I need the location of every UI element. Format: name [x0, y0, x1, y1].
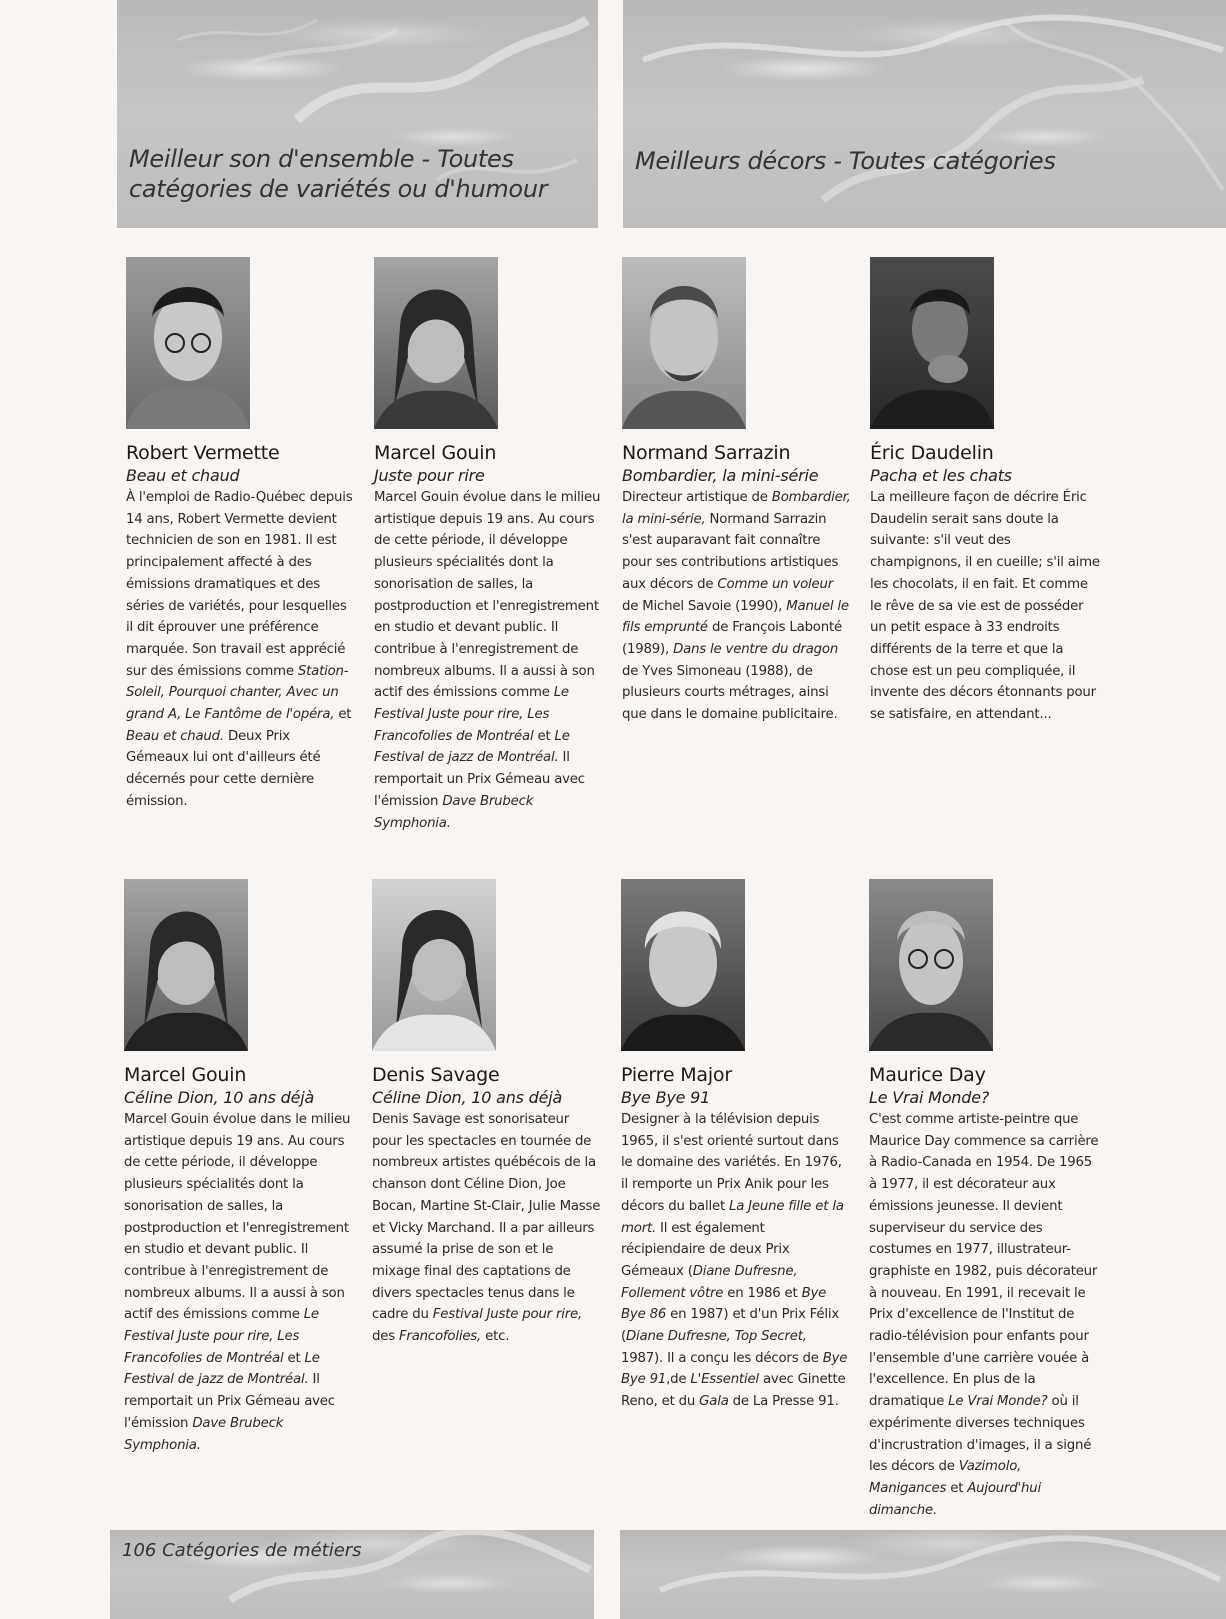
bio-text-run: La meilleure façon de décrire Éric Daudelin serait sans doute la suivante: s'il veut des champignons, il en cueille; s'il aime les chocolats, il en fait. Et comme le rêve de sa vie est de posséder un petit espace à 33 endroits différents de la terre et que la chose est un peu compliquée, il invente des décors étonnants pour se satisfaire, en attendant...	[870, 490, 1100, 723]
bio-text-run: Normand Sarrazin s'est auparavant fait connaître pour ses contributions artistiques aux décors de	[622, 511, 839, 592]
bio-title-run: La Jeune fille et la mort.	[621, 1198, 844, 1236]
nominee-bio	[869, 1109, 1099, 1521]
nominee-show: Beau et chaud	[126, 466, 240, 485]
swirl-decoration	[620, 1530, 1226, 1619]
nominee-name: Pierre Major	[621, 1064, 732, 1086]
bio-text-run: ,de	[666, 1372, 691, 1388]
footer-banner-right	[620, 1530, 1226, 1619]
bio-text-run: Il remportait un Prix Gémeau avec l'émission	[374, 750, 585, 809]
nominee-bio	[126, 487, 356, 813]
bio-title-run: Dave Brubeck Symphonia.	[374, 793, 534, 831]
bio-title-run: Bye Bye 91	[621, 1350, 848, 1388]
bio-title-run: Le Festival Juste pour rire, Les Francofolies de Montréal	[374, 685, 569, 744]
bio-text-run: Designer à la télévision depuis 1965, il s'est orienté surtout dans le domaine des variétés. En 1976, il remporte un Prix Anik pour les décors du ballet	[621, 1112, 842, 1214]
nominee-card	[126, 257, 356, 813]
bio-title-run: Diane Dufresne, Follement vôtre	[621, 1263, 798, 1301]
nominee-bio	[372, 1109, 602, 1348]
bio-text-run: À l'emploi de Radio-Québec depuis 14 ans, Robert Vermette devient technicien de son en 1981. Il est principalement affecté à des émissions dramatiques et des séries de variétés, pour lesquelles il dit éprouver une préférence marquée. Son travail est apprécié sur des émissions comme	[126, 490, 353, 679]
bio-text-run: et	[334, 707, 352, 723]
bio-text-run: Directeur artistique de	[622, 490, 772, 505]
nominee-card	[372, 879, 602, 1348]
nominee-show: Bye Bye 91	[621, 1088, 711, 1107]
nominee-show: Bombardier, la mini-série	[622, 466, 819, 485]
bio-text-run: avec Ginette Reno, et du	[621, 1372, 846, 1410]
nominee-bio	[622, 487, 852, 726]
portrait-photo	[870, 257, 994, 429]
nominee-name: Maurice Day	[869, 1064, 986, 1086]
bio-text-run: où il expérimente diverses techniques d'incrustration d'images, il a signé les décors de	[869, 1394, 1092, 1475]
nominee-name: Marcel Gouin	[374, 442, 497, 464]
portrait-photo	[622, 257, 746, 429]
bio-title-run: Manuel le fils emprunté	[622, 598, 849, 636]
bio-title-run: Beau et chaud.	[126, 728, 224, 744]
bio-text-run: de La Presse 91.	[728, 1394, 839, 1410]
nominee-show: Pacha et les chats	[870, 466, 1012, 485]
bio-text-run: 1987). Il a conçu les décors de	[621, 1350, 823, 1366]
nominee-name: Normand Sarrazin	[622, 442, 791, 464]
portrait-photo	[124, 879, 248, 1051]
bio-text-run: etc.	[481, 1329, 510, 1345]
bio-title-run: Le Festival de jazz de Montréal.	[374, 728, 570, 766]
bio-text-run: et	[283, 1350, 305, 1366]
bio-title-run: L'Essentiel	[690, 1372, 759, 1388]
bio-text-run: de Yves Simoneau (1988), de plusieurs courts métrages, ainsi que dans le domaine publicitaire.	[622, 663, 838, 723]
portrait-photo	[621, 879, 745, 1051]
nominee-name: Robert Vermette	[126, 442, 280, 464]
nominee-bio	[621, 1109, 851, 1413]
nominee-name: Denis Savage	[372, 1064, 500, 1086]
bio-title-run: Le Vrai Monde?	[948, 1394, 1048, 1410]
bio-title-run: Dans le ventre du dragon	[673, 641, 839, 657]
bio-title-run: Comme un voleur	[717, 576, 834, 592]
nominee-show: Céline Dion, 10 ans déjà	[124, 1088, 315, 1107]
bio-text-run: de François Labonté (1989),	[622, 620, 842, 657]
bio-title-run: Francofolies,	[398, 1329, 482, 1345]
nominee-card	[374, 257, 604, 834]
nominee-show: Le Vrai Monde?	[869, 1088, 990, 1107]
bio-title-run: Aujourd'hui dimanche.	[869, 1480, 1041, 1518]
nominee-name: Éric Daudelin	[870, 442, 994, 464]
nominee-card	[869, 879, 1099, 1521]
bio-text-run: Il remportait un Prix Gémeau avec l'émission	[124, 1372, 335, 1431]
bio-text-run: et	[533, 728, 555, 744]
portrait-photo	[374, 257, 498, 429]
banner-left	[117, 0, 598, 228]
category-title-sound: Meilleur son d'ensemble - Toutes catégories de variétés ou d'humour	[129, 145, 548, 203]
bio-text-run: de Michel Savoie (1990),	[622, 598, 787, 614]
bio-title-run: Festival Juste pour rire,	[432, 1307, 583, 1323]
bio-text-run: des	[372, 1329, 399, 1345]
bio-text-run: et	[946, 1480, 968, 1496]
bio-text-run: en 1986 et	[723, 1285, 802, 1301]
swirl-decoration	[623, 0, 1226, 228]
bio-title-run: Station-Soleil, Pourquoi chanter, Avec un grand A, Le Fantôme de l'opéra,	[126, 663, 349, 723]
bio-text-run: Deux Prix Gémeaux lui ont d'ailleurs été décernés pour cette dernière émission.	[126, 728, 321, 809]
bio-text-run: Marcel Gouin évolue dans le milieu artistique depuis 19 ans. Au cours de cette période, il développe plusieurs spécialités dont la sonorisation de salles, la postproduction et l'enregistrement en studio et devant public. Il contribue à l'enregistrement de nombreux albums. Il a aussi à son actif des émissions comme	[374, 490, 601, 701]
portrait-photo	[126, 257, 250, 429]
bio-text-run: Il est également récipiendaire de deux Prix Gémeaux (	[621, 1220, 790, 1279]
bio-title-run: Le Festival de jazz de Montréal.	[124, 1350, 320, 1388]
portrait-photo	[372, 879, 496, 1051]
nominee-bio	[374, 487, 604, 834]
nominee-bio	[124, 1109, 354, 1456]
portrait-photo	[869, 879, 993, 1051]
footer-banner-left	[110, 1530, 594, 1619]
nominee-card	[622, 257, 852, 726]
bio-text-run: Denis Savage est sonorisateur pour les spectacles en tournée de nombreux artistes québécois de la chanson dont Céline Dion, Joe Bocan, Martine St-Clair, Julie Masse et Vicky Marchand. Il a par ailleurs assumé la prise de son et le mixage final des captations de divers spectacles tenus dans le cadre du	[372, 1112, 601, 1323]
nominee-card	[124, 879, 354, 1456]
bio-title-run: Dave Brubeck Symphonia.	[124, 1415, 284, 1453]
bio-title-run: Vazimolo, Manigances	[869, 1459, 1022, 1496]
page-footer: 106 Catégories de métiers	[122, 1540, 362, 1561]
bio-title-run: Bombardier, la mini-série,	[622, 490, 851, 527]
bio-text-run: C'est comme artiste-peintre que Maurice Day commence sa carrière à Radio-Canada en 1954. De 1965 à 1977, il est décorateur aux émissions jeunesse. Il devient superviseur du service des costumes en 1977, illustrateur-graphiste en 1982, puis décorateur à nouveau. En 1991, il recevait le Prix d'excellence de l'Institut de radio-télévision pour enfants pour l'ensemble d'une carrière vouée à l'excellence. En plus de la dramatique	[869, 1112, 1099, 1410]
bio-title-run: Diane Dufresne, Top Secret,	[626, 1329, 807, 1345]
bio-text-run: Marcel Gouin évolue dans le milieu artistique depuis 19 ans. Au cours de cette période, il développe plusieurs spécialités dont la sonorisation de salles, la postproduction et l'enregistrement en studio et devant public. Il contribue à l'enregistrement de nombreux albums. Il a aussi à son actif des émissions comme	[124, 1112, 351, 1323]
bio-title-run: Bye Bye 86	[621, 1285, 827, 1323]
bio-text-run: en 1987) et d'un Prix Félix (	[621, 1307, 840, 1345]
category-title-sets: Meilleurs décors - Toutes catégories	[635, 147, 1056, 175]
nominee-card	[621, 879, 851, 1413]
nominee-card	[870, 257, 1100, 726]
bio-title-run: Le Festival Juste pour rire, Les Francofolies de Montréal	[124, 1307, 319, 1366]
nominee-show: Juste pour rire	[374, 466, 485, 485]
nominee-name: Marcel Gouin	[124, 1064, 247, 1086]
banner-right	[623, 0, 1226, 228]
nominee-bio	[870, 487, 1100, 726]
nominee-show: Céline Dion, 10 ans déjà	[372, 1088, 563, 1107]
bio-title-run: Gala	[699, 1394, 729, 1410]
